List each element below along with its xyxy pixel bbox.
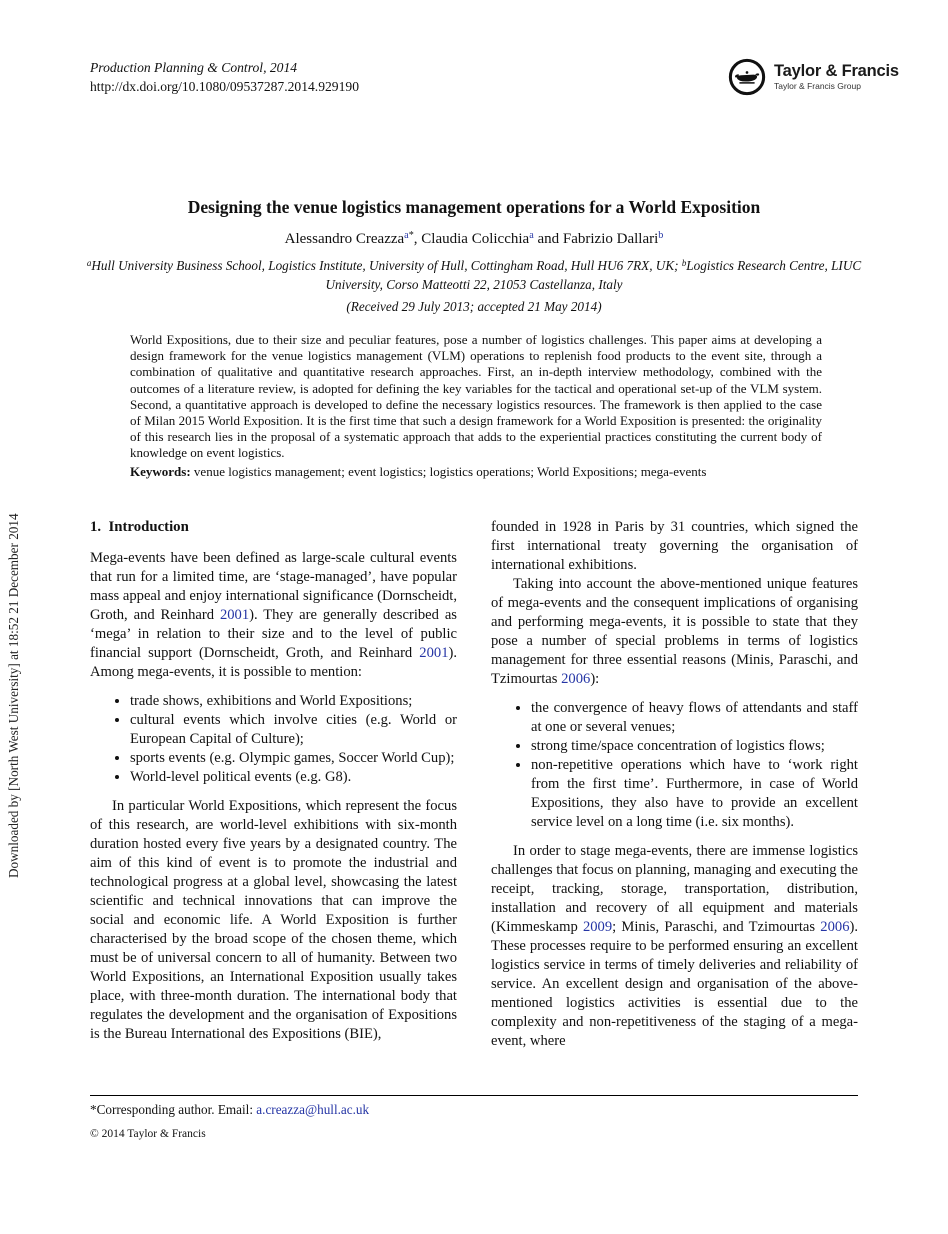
list-item: • sports events (e.g. Olympic games, Soccer World Cup); (130, 749, 457, 768)
list-item: • trade shows, exhibitions and World Expositions; (130, 692, 457, 711)
author-name: and Fabrizio Dallari (533, 231, 659, 247)
paragraph (491, 842, 858, 1051)
footnote-divider (90, 1095, 858, 1096)
paragraph (491, 575, 858, 689)
affiliation-text: Hull University Business School, Logistics Institute, University of Hull, Cottingham Road, Hull HU6 7RX, UK; (91, 258, 682, 273)
text-segment: ): (590, 671, 600, 687)
affiliation-label: b (681, 257, 687, 268)
abstract: World Expositions, due to their size and peculiar features, pose a number of logistics challenges. This paper aims at developing a design framework for the venue logistics management (VLM) operations to replenish food products to the event site, through a combination of qualitative and quantitative research approaches. First, an in-depth interview methodology, combined with the outcomes of a literature review, is adopted for defining the key variables for the tactical and operational set-up of the VLM system. Second, a quantitative approach is developed to define the necessary logistics resources. The framework is then applied to the case of Milan 2015 World Exposition. It is the first time that such a design framework for a World Exposition is presented: the originality of this research lies in the proposal of a systematic approach that adds to the experiential practices constituting the current body of knowledge on event logistics. (130, 332, 822, 461)
body-columns (90, 518, 858, 1051)
list-item: • strong time/space concentration of logistics flows; (531, 737, 858, 756)
received-dates: (Received 29 July 2013; accepted 21 May 2014) (346, 299, 602, 314)
list-item: • cultural events which involve cities (e.g. World or European Capital of Culture); (130, 711, 457, 749)
corresponding-author-footnote (90, 1102, 858, 1118)
list-item: • World-level political events (e.g. G8). (130, 768, 457, 787)
citation-link[interactable]: 2001 (419, 645, 449, 661)
author-line (90, 231, 858, 248)
publisher-wordmark (774, 63, 899, 91)
citation-link[interactable]: 2006 (820, 919, 850, 935)
journal-title: Production Planning & Control, 2014 (90, 60, 298, 75)
footnote-text: *Corresponding author. Email: (90, 1102, 257, 1117)
citation-link[interactable]: 2009 (582, 919, 613, 935)
paragraph: In particular World Expositions, which represent the focus of this research, are world-level exhibitions with six-month duration hosted every five years by a designated country. The aim of this kind of event is to promote the industrial and technological progress at a global level, showcasing the latest scientific and technical innovations that can improve the social and economic life. A World Exposition is further characterised by the broad scope of the chosen theme, which must be of universal concern to all of humanity. Between two World Expositions, an International Exposition usually takes place, with three-month duration. The international body that regulates the development and the organisation of Expositions is the Bureau International des Expositions (BIE), (90, 798, 457, 1042)
text-segment: Mega-events have been defined as large-scale cultural events that run for a limited time, are ‘stage-managed’, have popular mass appeal and enjoy international significance (Dornscheidt, Groth, and Reinhard (90, 550, 457, 623)
citation-link[interactable]: 2001 (219, 607, 250, 623)
section-heading-introduction: 1. Introduction (90, 519, 189, 535)
journal-header (90, 58, 359, 96)
list-item: • the convergence of heavy flows of attendants and staff at one or several venues; (531, 699, 858, 737)
paragraph (90, 549, 457, 682)
text-segment: Taking into account the above-mentioned unique features of mega-events and the consequent implications of organising and performing mega-events, it is possible to state that they pose a number of special problems in terms of logistics management for three essential reasons (Minis, Paraschi, and Tzimourtas (491, 576, 858, 687)
publisher-name: Taylor & Francis (774, 61, 899, 80)
keywords-label: Keywords: (130, 464, 191, 479)
affiliation-ref[interactable]: b (658, 230, 664, 242)
author-name: Alessandro Creazza (284, 231, 405, 247)
list-item: • non-repetitive operations which have to ‘work right from the first time’. Furthermore, in case of World Expositions, they also have to provide an excellent service level on a long time (i.e. six months). (531, 756, 858, 832)
left-column (90, 518, 457, 1051)
keywords-line (130, 464, 822, 480)
keywords-text: venue logistics management; event logistics; logistics operations; World Expositions; mega-events (190, 464, 707, 479)
logistics-problems-list (491, 699, 858, 832)
text-segment: ). These processes require to be performed ensuring an excellent logistics service in terms of timely deliveries and reliability of service. An excellent design and organisation of the above-mentioned logistics activities is essential due to the complexity and non-repetitiveness of the staging of a mega-event, where (491, 919, 858, 1049)
affiliation-ref[interactable]: a (529, 230, 534, 242)
text-segment: ; Minis, Paraschi, and Tzimourtas (612, 919, 821, 935)
mega-events-list (90, 692, 457, 787)
publisher-group: Taylor & Francis Group (774, 81, 861, 92)
publisher-logo (728, 58, 899, 96)
citation-link[interactable]: 2006 (561, 671, 591, 687)
author-name: , Claudia Colicchia (413, 231, 530, 247)
affiliation-ref[interactable]: a (404, 230, 409, 242)
affiliation-text: Logistics Research Centre, LIUC University, Corso Matteotti 22, 21053 Castellanza, Italy (325, 258, 862, 292)
download-banner: Downloaded by [North West University] at 18:52 21 December 2014 (6, 513, 21, 878)
email-link[interactable]: a.creazza@hull.ac.uk (256, 1102, 370, 1117)
article-title: Designing the venue logistics management operations for a World Exposition (187, 197, 761, 217)
corresponding-marker: * (408, 230, 414, 242)
doi-link[interactable]: http://dx.doi.org/10.1080/09537287.2014.929190 (90, 79, 359, 94)
copyright-notice: © 2014 Taylor & Francis (90, 1128, 206, 1140)
taylor-francis-roundel-icon (728, 58, 766, 96)
text-segment: In order to stage mega-events, there are immense logistics challenges that focus on planning, managing and executing the receipt, tracking, storage, transportation, distribution, installation and recovery of all equipment and materials (Kimmeskamp (491, 843, 858, 935)
affiliations (84, 257, 864, 294)
text-segment: ). Among mega-events, it is possible to mention: (90, 645, 457, 680)
text-segment: ). They are generally described as ‘mega’ in relation to their size and to the level of public financial support (Dornscheidt, Groth, and Reinhard (90, 607, 457, 661)
affiliation-label: a (86, 257, 92, 268)
right-column (491, 518, 858, 1051)
paragraph: founded in 1928 in Paris by 31 countries, which signed the first international treaty governing the organisation of international exhibitions. (491, 519, 858, 573)
